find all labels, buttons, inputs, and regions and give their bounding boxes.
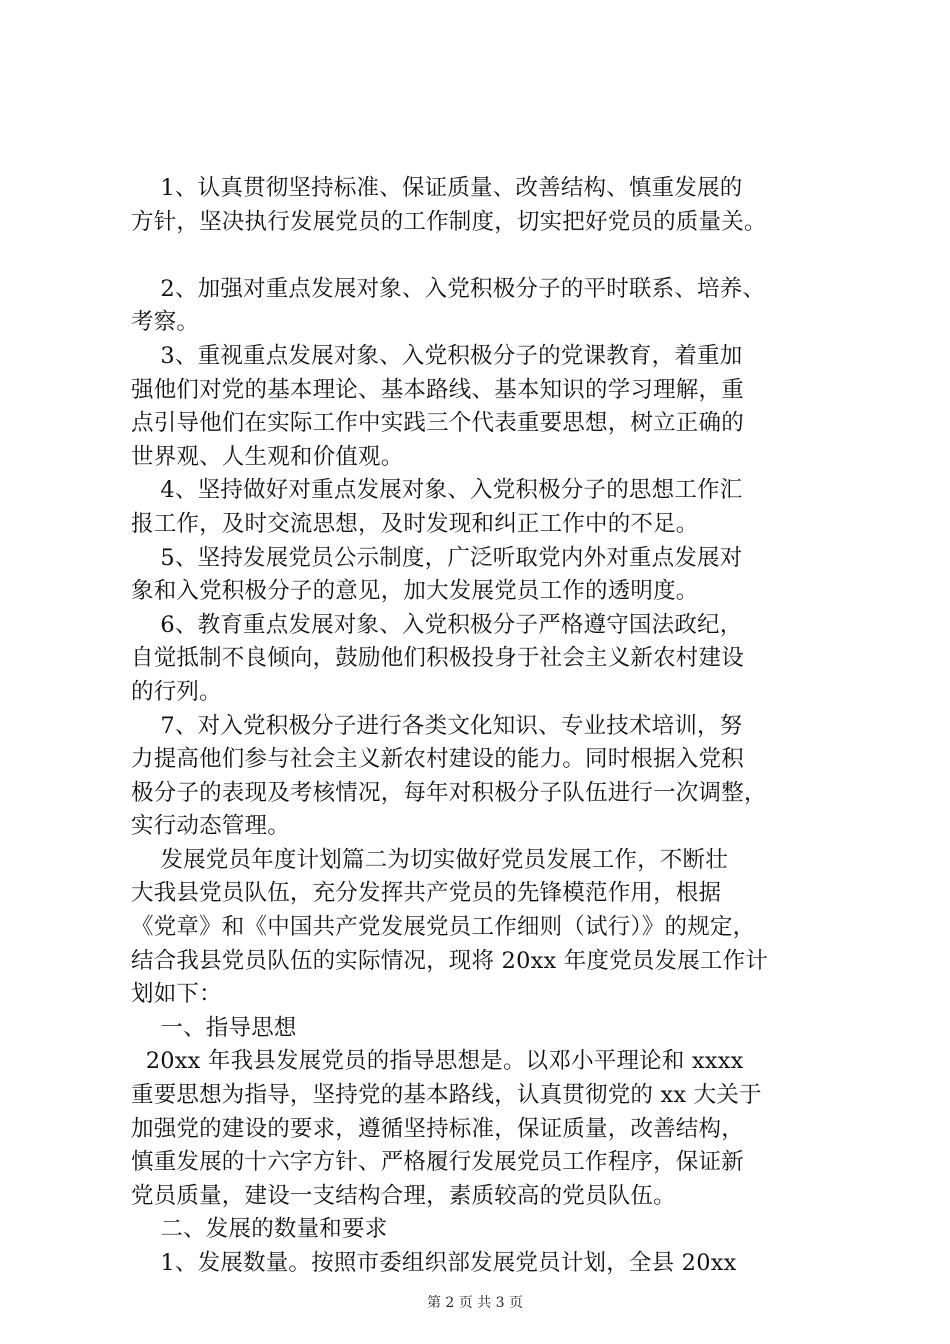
text-line: 加强党的建设的要求，遵循坚持标准，保证质量，改善结构， [131,1115,744,1142]
text-line: 党员质量，建设一支结构合理，素质较高的党员队伍。 [131,1182,676,1209]
text-line: 7、对入党积极分子进行各类文化知识、专业技术培训，努 [131,712,743,739]
text-line: 报工作，及时交流思想，及时发现和纠正工作中的不足。 [131,510,699,537]
text-line: 20xx 年我县发展党员的指导思想是。以邓小平理论和 xxxx [131,1048,744,1075]
text-line: 慎重发展的十六字方针、严格履行发展党员工作程序，保证新 [131,1149,744,1176]
text-line: 强他们对党的基本理论、基本路线、基本知识的学习理解，重 [131,376,744,403]
text-line: 5、坚持发展党员公示制度，广泛听取党内外对重点发展对 [131,544,743,571]
text-line: 的行列。 [131,678,222,705]
text-line: 实行动态管理。 [131,813,290,840]
text-line: 1、认真贯彻坚持标准、保证质量、改善结构、慎重发展的 [131,175,743,201]
text-line: 自觉抵制不良倾向，鼓励他们积极投身于社会主义新农村建设 [131,645,744,672]
text-line: 点引导他们在实际工作中实践三个代表重要思想，树立正确的 [131,410,744,437]
document-body [131,172,831,1281]
text-line: 大我县党员队伍，充分发挥共产党员的先锋模范作用，根据 [131,880,722,907]
text-line: 划如下： [131,981,222,1008]
text-line: 6、教育重点发展对象、入党积极分子严格遵守国法政纪， [131,611,743,638]
section-heading: 二、发展的数量和要求 [131,1216,388,1243]
text-line: 2、加强对重点发展对象、入党积极分子的平时联系、培养、 [131,275,766,302]
text-line: 象和入党积极分子的意见，加大发展党员工作的透明度。 [131,578,699,605]
text-line: 方针，坚决执行发展党员的工作制度，切实把好党员的质量关。 [131,208,767,235]
text-line: 考察。 [131,309,200,336]
text-line: 1、发展数量。按照市委组织部发展党员计划，全县 20xx [131,1250,737,1276]
text-line: 力提高他们参与社会主义新农村建设的能力。同时根据入党积 [131,746,744,773]
text-line: 《党章》和《中国共产党发展党员工作细则（试行）》的规定， [131,914,756,941]
text-line: 4、坚持做好对重点发展对象、入党积极分子的思想工作汇 [131,477,743,504]
page-number-footer: 第 2 页 共 3 页 [426,1295,524,1311]
blank-line [131,239,831,273]
text-line: 结合我县党员队伍的实际情况，现将 20xx 年度党员发展工作计 [131,947,769,974]
text-line: 重要思想为指导，坚持党的基本路线，认真贯彻党的 xx 大关于 [131,1082,762,1109]
text-line: 极分子的表现及考核情况，每年对积极分子队伍进行一次调整， [131,779,767,806]
text-line: 发展党员年度计划篇二为切实做好党员发展工作，不断壮 [131,846,728,873]
text-line: 世界观、人生观和价值观。 [131,443,404,470]
section-heading: 一、指导思想 [131,1014,297,1041]
text-line: 3、重视重点发展对象、入党积极分子的党课教育，着重加 [131,342,743,369]
